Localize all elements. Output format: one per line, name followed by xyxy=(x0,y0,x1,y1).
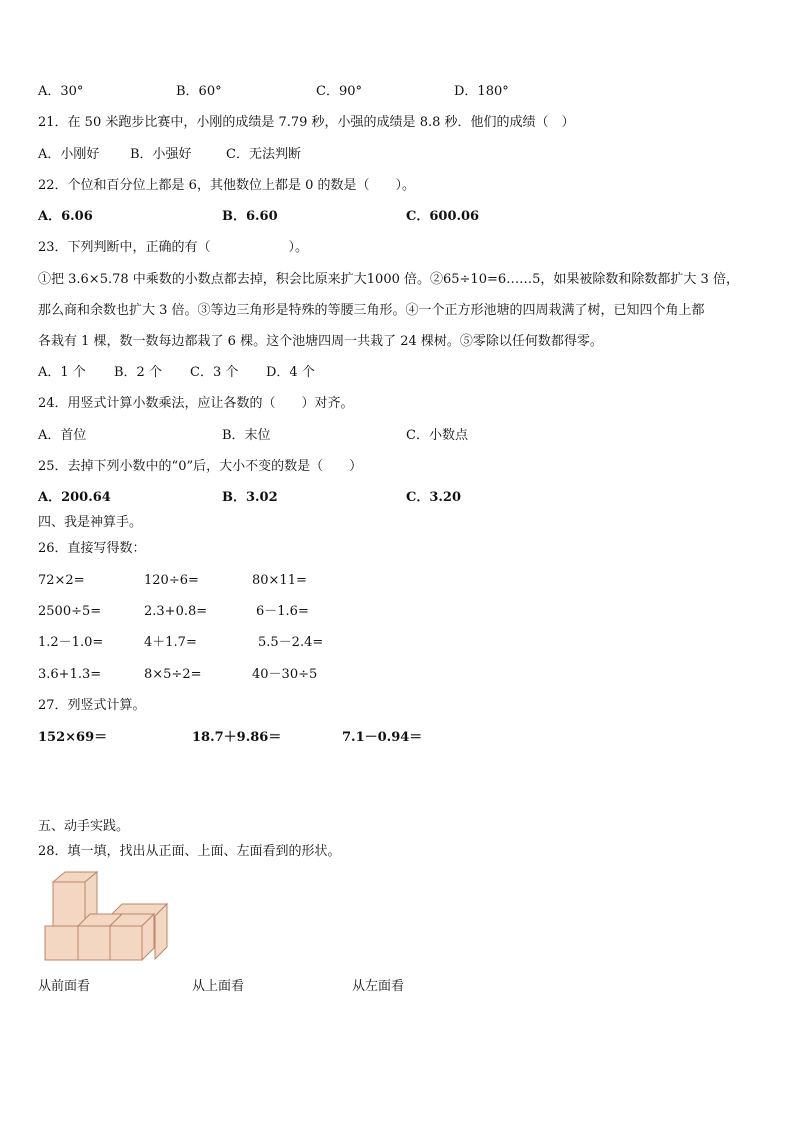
q26-stem: 26．直接写得数： xyxy=(38,541,146,556)
q21-option-b: B．小强好 xyxy=(130,147,192,162)
top-view-label: 从上面看 xyxy=(192,979,245,994)
section-4-heading: 四、我是神算手。 xyxy=(38,515,143,530)
q25-option-c: C．3.20 xyxy=(406,490,462,505)
q26-item: 2500÷5= xyxy=(38,604,102,619)
q26-item: 3.6+1.3= xyxy=(38,667,102,682)
q24-stem: 24．用竖式计算小数乘法，应让各数的（ ）对齐。 xyxy=(38,396,354,411)
q26-item: 72×2= xyxy=(38,573,85,588)
q26-item: 2.3+0.8= xyxy=(144,604,208,619)
q22-option-b: B．6.60 xyxy=(222,209,278,224)
q28-stem: 28．填一填，找出从正面、上面、左面看到的形状。 xyxy=(38,844,341,859)
q23-statement-line-1: ①把 3.6×5.78 中乘数的小数点都去掉，积会比原来扩大1000 倍。②65÷10=6……5，如果被除数和除数都扩大 3 倍， xyxy=(38,272,739,287)
q20-option-a: A．30° xyxy=(38,84,84,99)
front-view-label: 从前面看 xyxy=(38,979,91,994)
q26-item: 4＋1.7= xyxy=(144,635,197,650)
q26-item: 80×11= xyxy=(252,573,307,588)
q27-item: 18.7＋9.86＝ xyxy=(192,730,282,745)
q26-item: 8×5÷2= xyxy=(144,667,202,682)
q26-item: 5.5－2.4= xyxy=(258,635,324,650)
q23-stem: 23．下列判断中，正确的有（ ）。 xyxy=(38,240,309,255)
q20-option-b: B．60° xyxy=(176,84,222,99)
q22-stem: 22．个位和百分位上都是 6，其他数位上都是 0 的数是（ ）。 xyxy=(38,178,415,193)
q27-stem: 27．列竖式计算。 xyxy=(38,698,146,713)
cube-face xyxy=(45,926,78,960)
cube-stack-figure xyxy=(40,870,175,962)
q23-option-b: B．2 个 xyxy=(114,365,162,380)
q23-option-a: A．1 个 xyxy=(38,365,86,380)
q24-option-b: B．末位 xyxy=(222,428,271,443)
q23-statement-line-2: 那么商和余数也扩大 3 倍。③等边三角形是特殊的等腰三角形。④一个正方形池塘的四周栽满了树，已知四个角上都 xyxy=(38,303,705,318)
q23-option-c: C．3 个 xyxy=(190,365,239,380)
q23-option-d: D．4 个 xyxy=(266,365,315,380)
q20-option-d: D．180° xyxy=(454,84,509,99)
cube-face xyxy=(53,882,85,926)
q22-option-a: A．6.06 xyxy=(38,209,93,224)
q22-option-c: C．600.06 xyxy=(406,209,480,224)
q20-option-c: C．90° xyxy=(316,84,362,99)
q26-item: 120÷6= xyxy=(144,573,199,588)
q27-item: 7.1－0.94＝ xyxy=(342,730,423,745)
q25-option-a: A．200.64 xyxy=(38,490,111,505)
q25-stem: 25．去掉下列小数中的“0”后，大小不变的数是（ ） xyxy=(38,459,363,474)
cube-faces xyxy=(45,872,167,960)
cube-face xyxy=(78,926,110,960)
q24-option-a: A．首位 xyxy=(38,428,87,443)
q21-stem: 21．在 50 米跑步比赛中，小刚的成绩是 7.79 秒，小强的成绩是 8.8 秒．他们的成绩（ ） xyxy=(38,115,575,130)
q25-option-b: B．3.02 xyxy=(222,490,278,505)
cube-face xyxy=(110,926,142,960)
q26-item: 1.2－1.0= xyxy=(38,635,104,650)
q24-option-c: C．小数点 xyxy=(406,428,468,443)
section-5-heading: 五、动手实践。 xyxy=(38,819,130,834)
q27-item: 152×69＝ xyxy=(38,730,108,745)
left-view-label: 从左面看 xyxy=(352,979,405,994)
q23-statement-line-3: 各栽有 1 棵，数一数每边都栽了 6 棵。这个池塘四周一共栽了 24 棵树。⑤零除以任何数都得零。 xyxy=(38,334,603,349)
q21-option-a: A．小刚好 xyxy=(38,147,100,162)
q26-item: 40－30÷5 xyxy=(252,667,318,682)
q26-item: 6－1.6= xyxy=(256,604,309,619)
q21-option-c: C．无法判断 xyxy=(226,147,301,162)
cube-stack-svg xyxy=(40,870,175,962)
